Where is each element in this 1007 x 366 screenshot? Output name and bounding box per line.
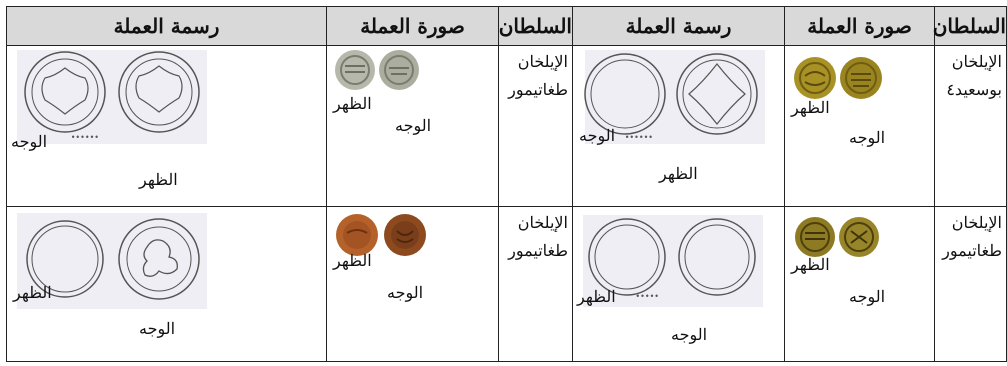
sultan-title: الإيلخان [951,213,1002,232]
coin-photo-cell [785,46,935,207]
sultan-name: بوسعيد٤ [946,80,1002,99]
sultan-cell [935,207,1007,362]
svg-text:••••••: •••••• [70,133,99,142]
sultan-name: طغاتيمور [508,241,568,260]
header-drawing-left: رسمة العملة [7,7,327,46]
coin-drawing-cell [7,46,327,207]
coin-photo-cell [785,207,935,362]
drawing-side-label: الظهر [13,283,52,302]
silver-coin-photo [333,48,423,92]
coin-photo-cell [327,207,499,362]
header-sultan-left: السلطان [499,7,573,46]
drawing-side-label: الظهر [577,287,616,306]
table-row [7,46,1007,207]
photo-bottom-label: الوجه [849,287,886,306]
coins-table [6,6,1007,362]
header-drawing-right: رسمة العملة [573,7,785,46]
photo-top-label: الظهر [791,255,830,274]
photo-top-label: الظهر [791,98,830,117]
gold-coin-photo [793,54,885,102]
coin-drawing-cell [7,207,327,362]
sultan-name: طغاتيمور [942,241,1002,260]
photo-top-label: الظهر [333,251,372,270]
sultan-cell [499,46,573,207]
photo-top-label: الظهر [333,94,372,113]
svg-text:•••••: ••••• [635,292,659,301]
table-row [7,207,1007,362]
sultan-title: الإيلخان [517,213,568,232]
coin-drawing-cell [573,207,785,362]
drawing-bottom-label: الوجه [671,325,708,344]
drawing-bottom-label: الظهر [659,164,698,183]
drawing-bottom-label: الوجه [139,319,176,338]
drawing-side-label: الوجه [579,126,616,145]
header-row [7,7,1007,46]
coin-drawing [17,50,207,144]
drawing-bottom-label: الظهر [139,170,178,189]
photo-bottom-label: الوجه [395,116,432,135]
coin-photo-cell [327,46,499,207]
drawing-side-label: الوجه [11,132,48,151]
photo-bottom-label: الوجه [387,283,424,302]
header-sultan-right: السلطان [935,7,1007,46]
sultan-cell [935,46,1007,207]
coin-drawing-cell [573,46,785,207]
sultan-name: طغاتيمور [508,80,568,99]
header-photo-left: صورة العملة [327,7,499,46]
header-photo-right: صورة العملة [785,7,935,46]
photo-bottom-label: الوجه [849,128,886,147]
sultan-cell [499,207,573,362]
sultan-title: الإيلخان [517,52,568,71]
sultan-title: الإيلخان [951,52,1002,71]
svg-text:••••••: •••••• [624,133,653,142]
